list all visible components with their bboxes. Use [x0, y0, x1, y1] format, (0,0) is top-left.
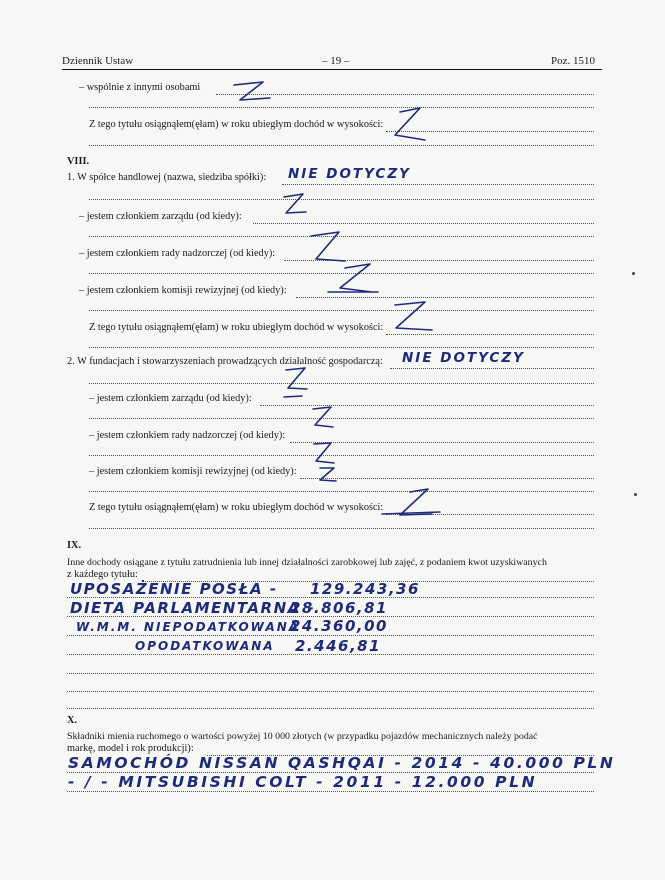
handwritten-answer: NIE DOTYCZY — [288, 166, 411, 182]
other-income-description-2: z każdego tytułu: — [67, 569, 138, 580]
dotted-line — [67, 635, 594, 636]
income-label: Z tego tytułu osiągnąłem(ęłam) w roku ubiegłym dochód w wysokości: — [89, 502, 384, 513]
header-journal-title: Dziennik Ustaw — [62, 55, 134, 67]
income-entry-amount: 2.446,81 — [295, 637, 382, 655]
income-entry-label: W.M.M. NIEPODATKOWANA - — [76, 620, 314, 634]
dotted-line — [296, 297, 594, 298]
dotted-line — [67, 673, 594, 674]
dotted-line — [89, 491, 594, 492]
income-entry-label: UPOSAŻENIE POSŁA - — [70, 580, 278, 598]
header-page-number: – 19 – — [322, 55, 350, 67]
dotted-line — [284, 260, 594, 261]
dotted-line — [290, 442, 594, 443]
dotted-line — [300, 478, 594, 479]
income-entry-label: OPODATKOWANA — [135, 639, 275, 653]
income-entry-amount: 24.360,00 — [290, 617, 388, 635]
dotted-line — [89, 347, 594, 348]
dotted-line — [89, 310, 594, 311]
asset-entry: - / - MITSUBISHI COLT - 2011 - 12.000 PLN — [68, 773, 538, 791]
income-entry-amount: 28.806,81 — [290, 599, 388, 617]
supervisory-board-label: – jestem członkiem rady nadzorczej (od kiedy): — [79, 248, 276, 259]
dotted-line — [89, 107, 594, 108]
dotted-line — [89, 455, 594, 456]
commercial-company-label: 1. W spółce handlowej (nazwa, siedziba spółki): — [67, 172, 267, 183]
section-title: X. — [67, 715, 78, 726]
dotted-line — [386, 334, 594, 335]
section-title: VIII. — [67, 156, 90, 167]
movable-assets-description: Składniki mienia ruchomego o wartości powyżej 10 000 złotych (w przypadku pojazdów mechanicznych należy podać — [67, 731, 538, 742]
supervisory-board-label: – jestem członkiem rady nadzorczej (od kiedy): — [89, 430, 286, 441]
dotted-line — [386, 514, 594, 515]
handwritten-answer: NIE DOTYCZY — [402, 350, 525, 366]
foundations-label: 2. W fundacjach i stowarzyszeniach prowadzących działalność gospodarczą: — [67, 356, 383, 367]
header-position: Poz. 1510 — [551, 55, 595, 67]
dotted-line — [89, 418, 594, 419]
dotted-line — [390, 368, 594, 369]
asset-entry: SAMOCHÓD NISSAN QASHQAI - 2014 - 40.000 PLN — [68, 754, 616, 772]
dotted-line — [216, 94, 594, 95]
dotted-line — [67, 654, 594, 655]
dotted-line — [89, 199, 594, 200]
income-label: Z tego tytułu osiągnąłem(ęłam) w roku ubiegłym dochód w wysokości: — [89, 119, 384, 130]
dotted-line — [89, 528, 594, 529]
scan-speck — [632, 272, 635, 275]
audit-committee-label: – jestem członkiem komisji rewizyjnej (od kiedy): — [89, 466, 297, 477]
dotted-line — [89, 273, 594, 274]
dotted-line — [386, 131, 594, 132]
movable-assets-description-2: markę, model i rok produkcji): — [67, 743, 194, 754]
dotted-line — [67, 708, 594, 709]
income-entry-amount: 129.243,36 — [310, 580, 420, 598]
board-member-label: – jestem członkiem zarządu (od kiedy): — [89, 393, 252, 404]
income-label: Z tego tytułu osiągnąłem(ęłam) w roku ubiegłym dochód w wysokości: — [89, 322, 384, 333]
section-title: IX. — [67, 540, 82, 551]
dotted-line — [89, 383, 594, 384]
income-entry-label: DIETA PARLAMENTARNA - — [70, 599, 316, 617]
dotted-line — [253, 223, 594, 224]
dotted-line — [89, 236, 594, 237]
audit-committee-label: – jestem członkiem komisji rewizyjnej (od kiedy): — [79, 285, 287, 296]
other-income-description: Inne dochody osiągane z tytułu zatrudnienia lub innej działalności zarobkowej lub zajęć, z podaniem kwot uzyskiwanych — [67, 557, 547, 568]
dotted-line — [67, 597, 594, 598]
jointly-with-others-label: – wspólnie z innymi osobami — [79, 82, 201, 93]
dotted-line — [67, 691, 594, 692]
board-member-label: – jestem członkiem zarządu (od kiedy): — [79, 211, 242, 222]
scan-speck — [634, 493, 637, 496]
dotted-line — [67, 791, 594, 792]
dotted-line — [282, 184, 594, 185]
header-rule — [62, 69, 602, 70]
dotted-line — [260, 405, 594, 406]
dotted-line — [89, 145, 594, 146]
